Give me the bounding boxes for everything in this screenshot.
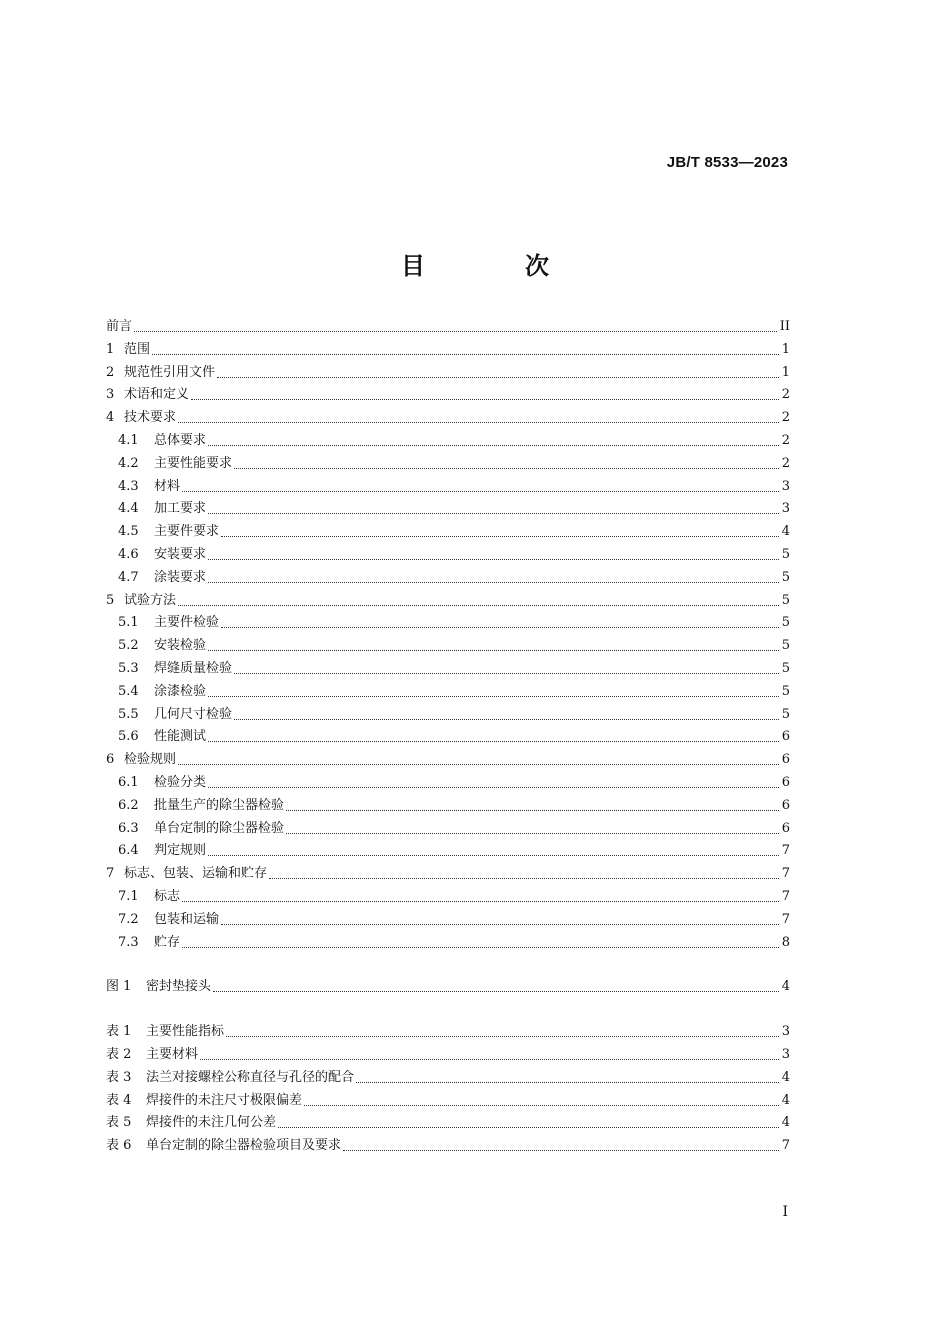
entry-number: 表 2 [106, 1047, 132, 1062]
entry-number: 表 4 [106, 1092, 132, 1108]
entry-number: 5.3 [118, 661, 139, 676]
dot-leader [269, 878, 779, 879]
entry-title: 单台定制的除尘器检验 [154, 820, 285, 836]
toc-subentry[interactable] [118, 820, 790, 838]
entry-page: 5 [781, 615, 790, 631]
entry-title: 几何尺寸检验 [154, 706, 233, 722]
table-entry[interactable] [106, 1069, 790, 1087]
dot-leader [221, 924, 779, 925]
toc-subentry[interactable] [118, 934, 790, 952]
entry-page: 3 [781, 501, 790, 517]
entry-page: 5 [781, 661, 790, 676]
toc-entry[interactable] [106, 751, 790, 769]
toc-subentry[interactable] [118, 637, 790, 655]
toc-subentry[interactable] [118, 614, 790, 632]
toc-subentry[interactable] [118, 888, 790, 906]
entry-title: 技术要求 [124, 410, 177, 426]
entry-number: 5.6 [118, 729, 139, 745]
entry-title: 检验规则 [124, 752, 177, 768]
entry-page: 8 [781, 934, 790, 950]
entry-page: 7 [781, 911, 790, 927]
entry-number: 1 [106, 341, 115, 357]
entry-page: 4 [781, 979, 790, 995]
dot-leader [208, 787, 779, 788]
toc-subentry[interactable] [118, 455, 790, 473]
table-entry[interactable] [106, 1092, 790, 1110]
dot-leader [134, 331, 777, 332]
dot-leader [221, 536, 779, 537]
dot-leader [234, 468, 779, 469]
entry-title: 加工要求 [154, 501, 207, 517]
entry-title: 范围 [124, 341, 151, 357]
entry-title: 前言 [106, 319, 133, 334]
dot-leader [221, 627, 779, 628]
standard-code: JB/T 8533—2023 [666, 154, 788, 171]
dot-leader [182, 947, 779, 948]
dot-leader [178, 422, 779, 423]
entry-page: 7 [781, 1138, 790, 1154]
entry-title: 术语和定义 [124, 387, 190, 403]
toc-entry[interactable] [106, 865, 790, 883]
entry-page: 2 [781, 410, 790, 426]
toc-subentry[interactable] [118, 660, 790, 678]
entry-page: 2 [781, 387, 790, 403]
table-entry[interactable] [106, 1046, 790, 1064]
entry-title: 安装检验 [154, 638, 207, 654]
dot-leader [208, 513, 779, 514]
entry-title: 包装和运输 [154, 911, 220, 927]
dot-leader [208, 559, 779, 560]
entry-title: 涂漆检验 [154, 683, 207, 699]
entry-title: 主要性能指标 [146, 1024, 225, 1040]
entry-title: 规范性引用文件 [124, 364, 216, 380]
toc-entry[interactable] [106, 364, 790, 382]
dot-leader [182, 901, 779, 902]
entry-page: 5 [781, 683, 790, 699]
entry-title: 焊缝质量检验 [154, 661, 233, 676]
dot-leader [200, 1059, 779, 1060]
entry-title: 主要件要求 [154, 524, 220, 540]
table-entry[interactable] [106, 1137, 790, 1155]
entry-page: 5 [781, 592, 790, 608]
entry-page: 2 [781, 455, 790, 471]
entry-page: 3 [781, 1047, 790, 1062]
dot-leader [208, 650, 779, 651]
entry-page: 6 [781, 820, 790, 836]
toc-title: 目 次 [401, 252, 587, 280]
dot-leader [234, 719, 779, 720]
entry-number: 6 [106, 752, 115, 768]
entry-title: 判定规则 [154, 843, 207, 859]
dot-leader [208, 696, 779, 697]
toc-subentry[interactable] [118, 728, 790, 746]
entry-page: 6 [781, 729, 790, 745]
entry-page: 6 [781, 775, 790, 790]
entry-number: 3 [106, 387, 115, 403]
dot-leader [286, 833, 779, 834]
toc-subentry[interactable] [118, 478, 790, 496]
entry-number: 6.2 [118, 797, 139, 813]
dot-leader [217, 377, 779, 378]
toc-subentry[interactable] [118, 706, 790, 724]
toc-subentry[interactable] [118, 546, 790, 564]
toc-subentry[interactable] [118, 911, 790, 929]
table-entry[interactable] [106, 1023, 790, 1041]
dot-leader [208, 741, 779, 742]
dot-leader [343, 1150, 779, 1151]
figure-entry[interactable] [106, 978, 790, 996]
toc-subentry[interactable] [118, 500, 790, 518]
entry-page: 4 [781, 1092, 790, 1108]
entry-title: 标志 [154, 889, 181, 904]
entry-page: 3 [781, 1024, 790, 1040]
entry-page: II [779, 319, 790, 334]
entry-title: 主要材料 [146, 1047, 199, 1062]
entry-number: 7.2 [118, 911, 139, 927]
entry-page: 5 [781, 638, 790, 654]
entry-title: 检验分类 [154, 775, 207, 790]
page-number: I [782, 1204, 788, 1220]
entry-title: 焊接件的未注几何公差 [146, 1115, 277, 1131]
dot-leader [213, 991, 779, 992]
entry-title: 材料 [154, 478, 181, 494]
dot-leader [191, 399, 779, 400]
toc-entry[interactable] [106, 386, 790, 404]
dot-leader [278, 1127, 779, 1128]
entry-number: 4.1 [118, 433, 139, 448]
entry-title: 法兰对接螺栓公称直径与孔径的配合 [146, 1069, 355, 1085]
entry-title: 涂装要求 [154, 569, 207, 585]
toc-subentry[interactable] [118, 569, 790, 587]
toc-subentry[interactable] [118, 842, 790, 860]
entry-number: 7.1 [118, 889, 139, 904]
entry-number: 6.1 [118, 775, 139, 790]
entry-number: 7 [106, 866, 115, 882]
entry-page: 3 [781, 478, 790, 494]
entry-page: 4 [781, 1115, 790, 1131]
toc-subentry[interactable] [118, 774, 790, 792]
entry-page: 5 [781, 547, 790, 562]
entry-title: 性能测试 [154, 729, 207, 745]
entry-number: 4.6 [118, 547, 139, 562]
dot-leader [226, 1036, 779, 1037]
toc-entry[interactable] [106, 592, 790, 610]
entry-number: 5.4 [118, 683, 139, 699]
entry-number: 4 [106, 410, 115, 426]
dot-leader [178, 764, 779, 765]
dot-leader [152, 354, 779, 355]
entry-page: 4 [781, 524, 790, 540]
toc-subentry[interactable] [118, 683, 790, 701]
entry-number: 5 [106, 592, 115, 608]
entry-title: 单台定制的除尘器检验项目及要求 [146, 1138, 342, 1154]
toc-entry[interactable] [106, 341, 790, 359]
entry-number: 5.1 [118, 615, 139, 631]
toc-subentry[interactable] [118, 797, 790, 815]
entry-number: 表 6 [106, 1138, 132, 1154]
dot-leader [208, 855, 779, 856]
entry-number: 4.5 [118, 524, 139, 540]
entry-page: 7 [781, 889, 790, 904]
toc-subentry[interactable] [118, 432, 790, 450]
entry-title: 主要件检验 [154, 615, 220, 631]
entry-page: 2 [781, 433, 790, 448]
toc-subentry[interactable] [118, 523, 790, 541]
entry-number: 表 1 [106, 1024, 132, 1040]
entry-page: 7 [781, 866, 790, 882]
dot-leader [208, 445, 779, 446]
entry-number: 4.3 [118, 478, 139, 494]
entry-number: 5.2 [118, 638, 139, 654]
table-entry[interactable] [106, 1114, 790, 1132]
entry-number: 4.4 [118, 501, 139, 517]
entry-title: 总体要求 [154, 433, 207, 448]
entry-page: 6 [781, 797, 790, 813]
entry-page: 5 [781, 706, 790, 722]
toc-entry[interactable] [106, 318, 790, 336]
dot-leader [356, 1082, 779, 1083]
entry-number: 6.4 [118, 843, 139, 859]
entry-title: 贮存 [154, 934, 181, 950]
entry-number: 表 5 [106, 1115, 132, 1131]
entry-number: 4.7 [118, 569, 139, 585]
entry-number: 7.3 [118, 934, 139, 950]
entry-page: 6 [781, 752, 790, 768]
dot-leader [234, 673, 779, 674]
entry-page: 7 [781, 843, 790, 859]
entry-title: 试验方法 [124, 592, 177, 608]
entry-title: 主要性能要求 [154, 455, 233, 471]
entry-number: 图 1 [106, 979, 132, 995]
entry-title: 标志、包装、运输和贮存 [124, 866, 268, 882]
entry-page: 5 [781, 569, 790, 585]
dot-leader [286, 810, 779, 811]
toc-entry[interactable] [106, 409, 790, 427]
entry-number: 5.5 [118, 706, 139, 722]
entry-number: 4.2 [118, 455, 139, 471]
dot-leader [178, 605, 779, 606]
entry-number: 6.3 [118, 820, 139, 836]
entry-number: 2 [106, 364, 115, 380]
entry-title: 安装要求 [154, 547, 207, 562]
entry-page: 4 [781, 1069, 790, 1085]
entry-title: 密封垫接头 [146, 979, 212, 995]
entry-number: 表 3 [106, 1069, 132, 1085]
entry-title: 批量生产的除尘器检验 [154, 797, 285, 813]
entry-page: 1 [781, 341, 790, 357]
dot-leader [304, 1105, 779, 1106]
dot-leader [208, 582, 779, 583]
entry-title: 焊接件的未注尺寸极限偏差 [146, 1092, 303, 1108]
entry-page: 1 [781, 364, 790, 380]
dot-leader [182, 491, 779, 492]
